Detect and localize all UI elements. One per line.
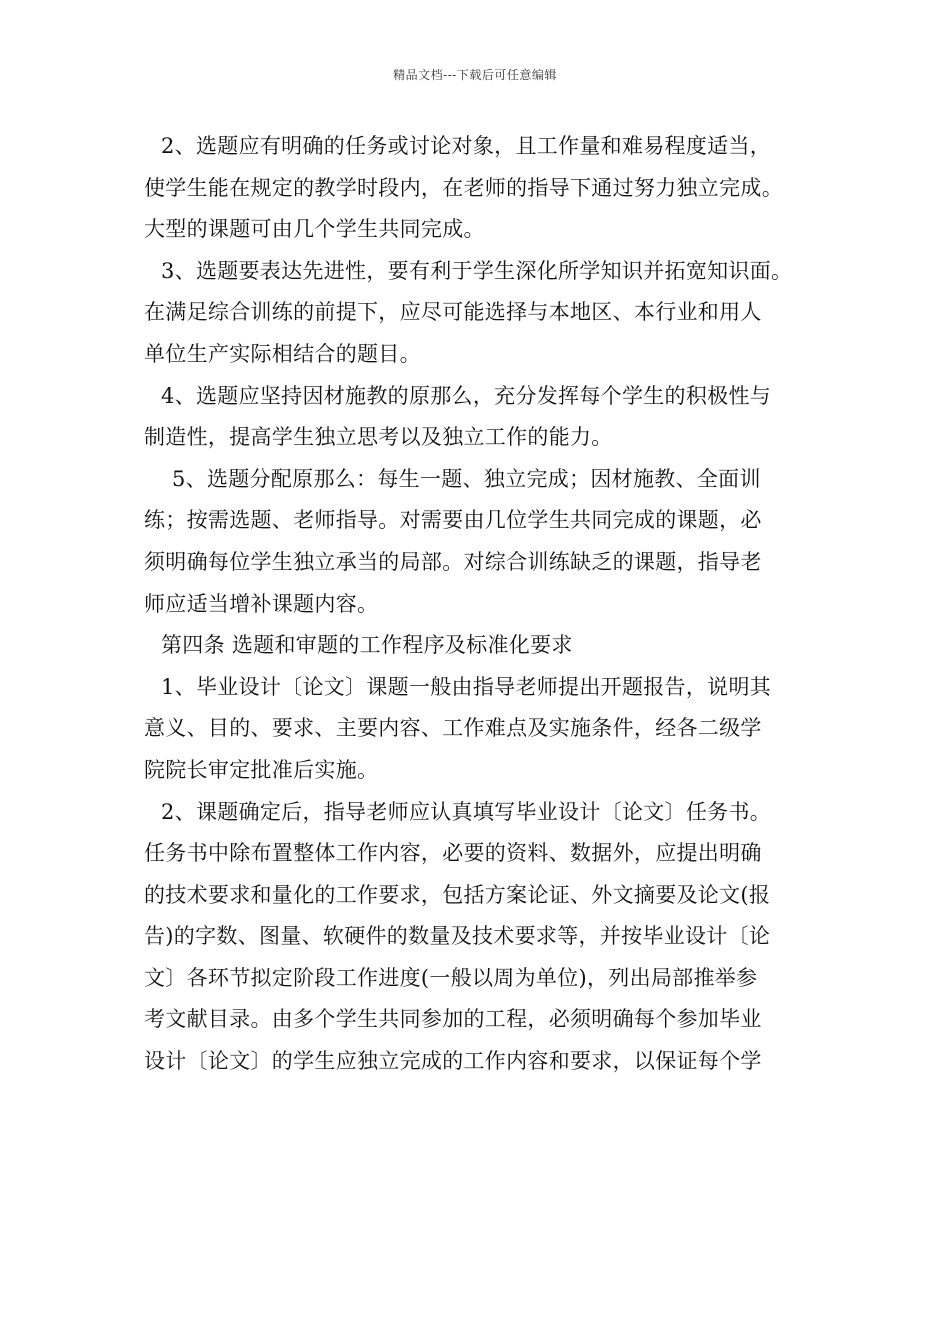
- text-line: 文〕各环节拟定阶段工作进度(一般以周为单位)，列出局部推举参: [144, 965, 758, 990]
- text-line: 制造性，提高学生独立思考以及独立工作的能力。: [144, 425, 613, 450]
- text-line: 2、选题应有明确的任务或讨论对象，且工作量和难易程度适当，: [161, 134, 772, 158]
- text-line: 3、选题要表达先进性，要有利于学生深化所学知识并拓宽知识面。: [161, 258, 793, 283]
- document-body: [144, 126, 824, 1083]
- text-line: 4、选题应坚持因材施教的原那么，充分发挥每个学生的积极性与: [161, 383, 772, 408]
- text-line: 师应适当增补课题内容。: [144, 591, 379, 616]
- text-line: 5、选题分配原那么：每生一题、独立完成；因材施教、全面训: [172, 466, 761, 491]
- text-line: 使学生能在规定的教学时段内，在老师的指导下通过努力独立完成。: [144, 175, 783, 200]
- text-line: 在满足综合训练的前提下，应尽可能选择与本地区、本行业和用人: [144, 300, 762, 325]
- text-line: 1、毕业设计〔论文〕课题一般由指导老师提出开题报告，说明其: [161, 674, 772, 699]
- text-line: 任务书中除布置整体工作内容，必要的资料、数据外，应提出明确: [144, 841, 762, 866]
- text-line: 的技术要求和量化的工作要求，包括方案论证、外文摘要及论文(报: [144, 882, 771, 907]
- text-line: 意义、目的、要求、主要内容、工作难点及实施条件，经各二级学: [144, 716, 762, 741]
- text-line: 第四条 选题和审题的工作程序及标准化要求: [161, 633, 573, 658]
- text-line: 设计〔论文〕的学生应独立完成的工作内容和要求，以保证每个学: [144, 1049, 762, 1074]
- text-line: 院院长审定批准后实施。: [144, 757, 379, 782]
- text-line: 2、课题确定后，指导老师应认真填写毕业设计〔论文〕任务书。: [161, 799, 772, 824]
- text-line: 考文献目录。由多个学生共同参加的工程，必须明确每个参加毕业: [144, 1007, 762, 1032]
- text-line: 大型的课题可由几个学生共同完成。: [144, 217, 485, 242]
- text-line: 练；按需选题、老师指导。对需要由几位学生共同完成的课题，必: [144, 508, 762, 533]
- page-header: 精品文档---下载后可任意编辑: [393, 68, 557, 82]
- text-line: 须明确每位学生独立承当的局部。对综合训练缺乏的课题，指导老: [144, 549, 762, 574]
- text-line: 告)的字数、图量、软硬件的数量及技术要求等，并按毕业设计〔论: [144, 924, 771, 949]
- text-line: 单位生产实际相结合的题目。: [144, 341, 421, 366]
